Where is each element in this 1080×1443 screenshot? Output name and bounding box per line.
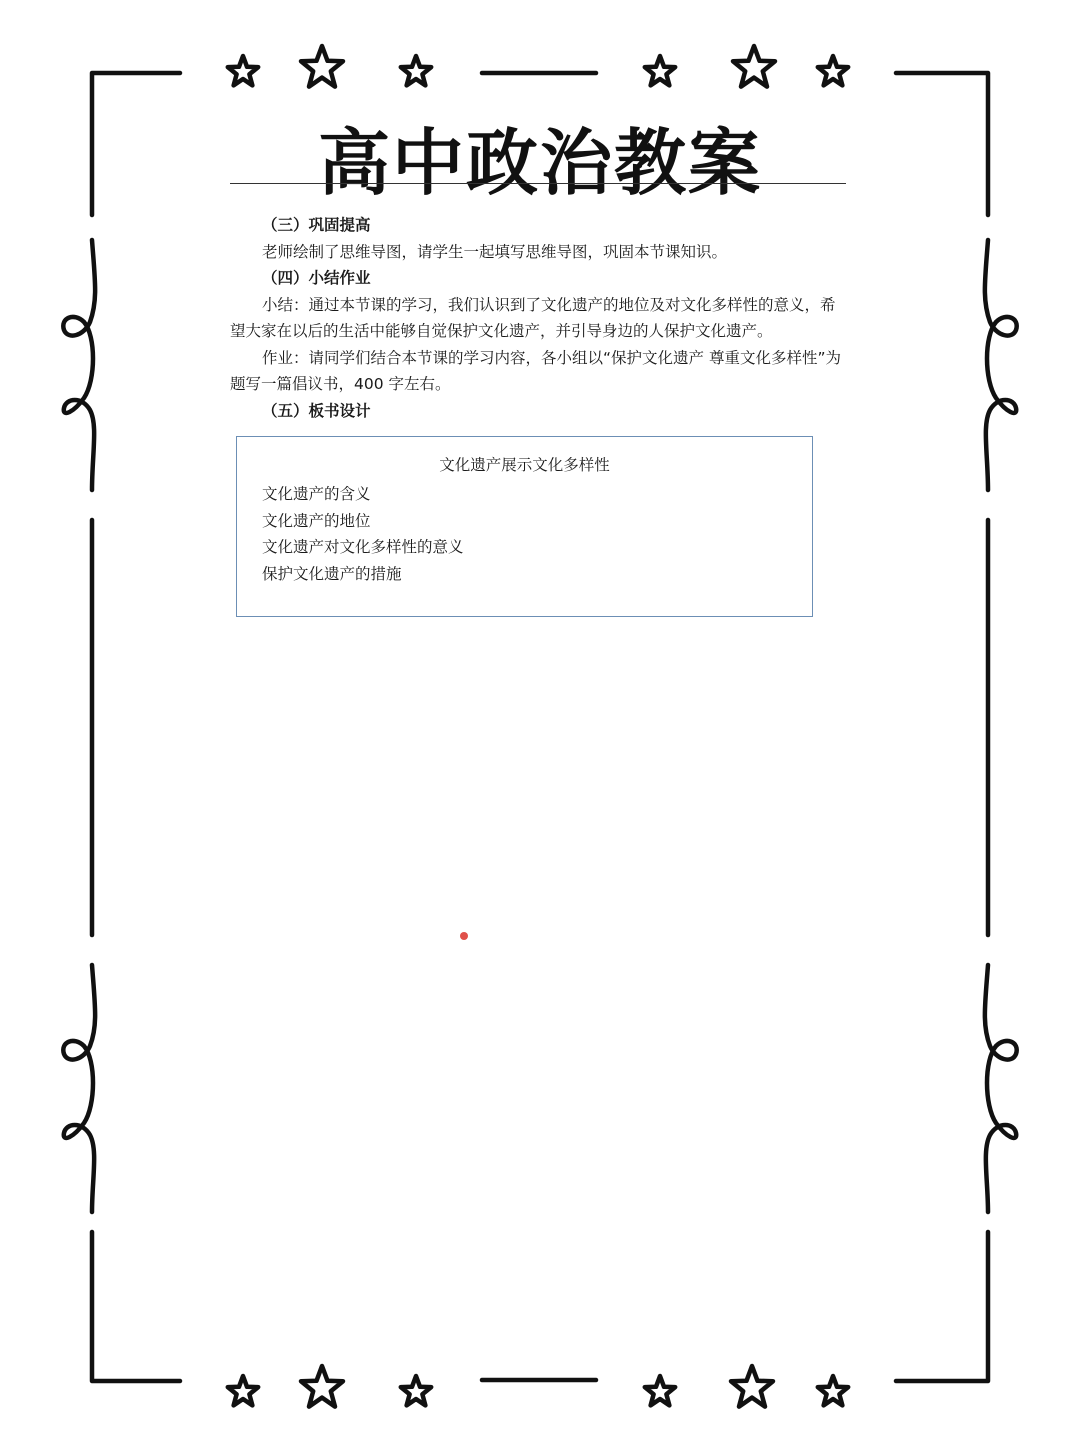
board-item: 文化遗产的地位 xyxy=(262,511,371,530)
star-icon xyxy=(301,1366,343,1407)
paragraph: 小结：通过本节课的学习，我们认识到了文化遗产的地位及对文化多样性的意义，希望大家在以后的生活中能够自觉保护文化遗产，并引导身边的人保护文化遗产。 xyxy=(230,295,836,340)
right-border xyxy=(985,240,1017,1212)
title-underline xyxy=(230,183,846,184)
left-border xyxy=(63,240,95,1212)
section-heading: （三）巩固提高 xyxy=(262,216,371,234)
star-icon xyxy=(401,56,431,85)
star-icon xyxy=(228,1376,258,1405)
board-item-list xyxy=(262,481,464,588)
star-icon xyxy=(301,46,343,87)
board-item: 文化遗产的含义 xyxy=(262,485,371,503)
lesson-content xyxy=(230,212,850,424)
board-item: 保护文化遗产的措施 xyxy=(262,565,402,584)
star-icon xyxy=(645,56,675,85)
board-title: 文化遗产展示文化多样性 xyxy=(439,456,610,474)
blackboard-design-box xyxy=(236,436,813,617)
star-icon xyxy=(731,1366,773,1407)
page-title: 高中政治教案 xyxy=(317,121,762,205)
section-heading: （四）小结作业 xyxy=(262,269,371,287)
marker-dot xyxy=(460,932,468,940)
section-heading: （五）板书设计 xyxy=(262,401,371,420)
star-icon xyxy=(645,1376,675,1405)
star-icon xyxy=(818,1376,848,1405)
star-icon xyxy=(818,56,848,85)
bottom-border xyxy=(92,1232,988,1407)
paragraph: 作业：请同学们结合本节课的学习内容，各小组以“保护文化遗产 尊重文化多样性”为题写一篇倡议书，400 字左右。 xyxy=(230,348,841,393)
star-icon xyxy=(733,46,775,87)
paragraph: 老师绘制了思维导图，请学生一起填写思维导图，巩固本节课知识。 xyxy=(262,242,728,261)
star-icon xyxy=(401,1376,431,1405)
board-item: 文化遗产对文化多样性的意义 xyxy=(262,538,464,557)
star-icon xyxy=(228,56,258,85)
